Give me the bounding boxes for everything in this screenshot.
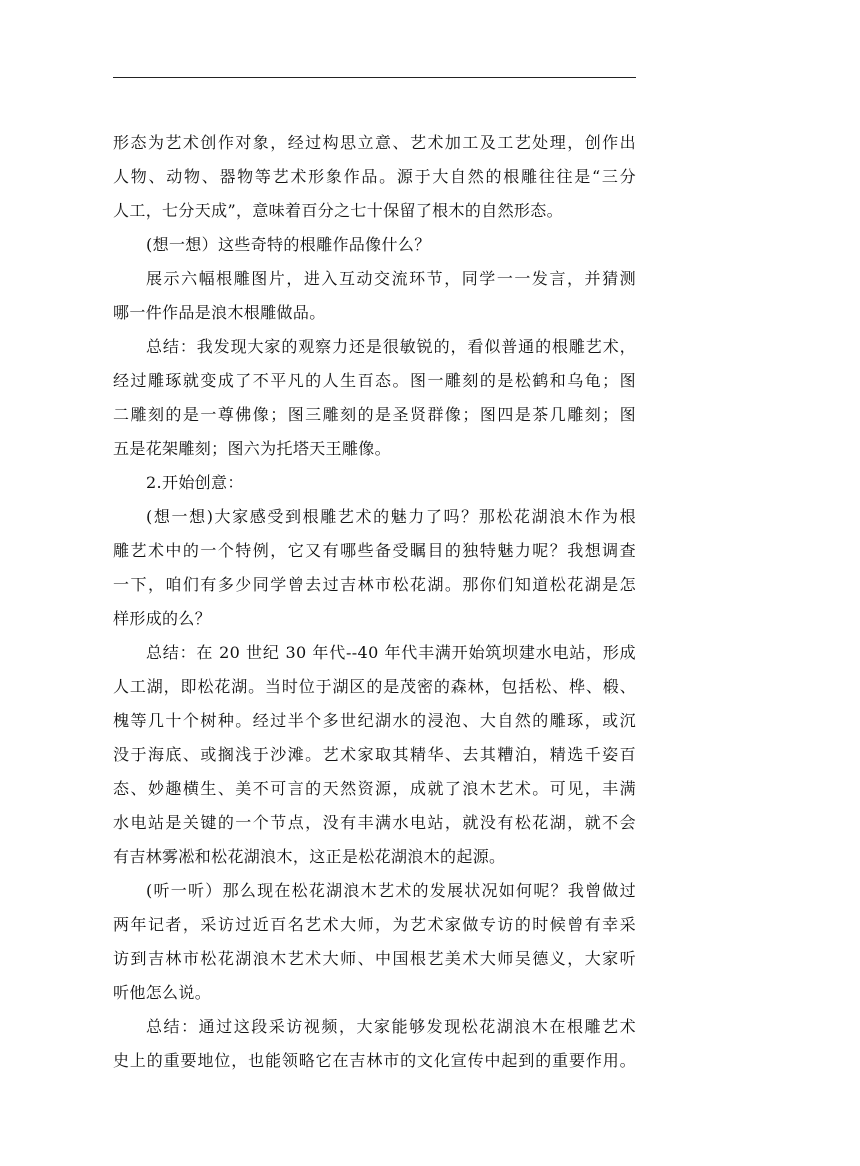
text-line: 人物、动物、器物等艺术形象作品。源于大自然的根雕往往是“三分 bbox=[113, 167, 636, 186]
text-line: 展示六幅根雕图片，进入互动交流环节，同学一一发言，并猜测 bbox=[146, 269, 636, 288]
text-line: (想一想）这些奇特的根雕作品像什么？ bbox=[146, 235, 431, 254]
text-line: 一下，咱们有多少同学曾去过吉林市松花湖。那你们知道松花湖是怎 bbox=[113, 575, 636, 594]
text-line: 样形成的么？ bbox=[113, 609, 212, 628]
text-line: 经过雕琢就变成了不平凡的人生百态。图一雕刻的是松鹤和乌龟；图 bbox=[113, 371, 636, 390]
text-line: 人工湖，即松花湖。当时位于湖区的是茂密的森林，包括松、桦、椴、 bbox=[113, 677, 636, 696]
text-line: 听他怎么说。 bbox=[113, 983, 212, 1002]
text-line: 史上的重要地位，也能领略它在吉林市的文化宣传中起到的重要作用。 bbox=[113, 1051, 636, 1070]
text-line: 形态为艺术创作对象，经过构思立意、艺术加工及工艺处理，创作出 bbox=[113, 133, 636, 152]
text-line: 有吉林雾凇和松花湖浪木，这正是松花湖浪木的起源。 bbox=[113, 847, 506, 866]
text-line: 五是花架雕刻；图六为托塔天王雕像。 bbox=[113, 439, 391, 458]
text-line: (想一想)大家感受到根雕艺术的魅力了吗？那松花湖浪木作为根 bbox=[146, 507, 636, 526]
text-line: 没于海底、或搁浅于沙滩。艺术家取其精华、去其糟泊，精选千姿百 bbox=[113, 745, 636, 764]
text-line: 二雕刻的是一尊佛像；图三雕刻的是圣贤群像；图四是茶几雕刻；图 bbox=[113, 405, 636, 424]
text-line: 两年记者，采访过近百名艺术大师，为艺术家做专访的时候曾有幸采 bbox=[113, 915, 636, 934]
text-line: 雕艺术中的一个特例，它又有哪些备受瞩目的独特魅力呢？我想调查 bbox=[113, 541, 636, 560]
text-line: 人工，七分天成”，意味着百分之七十保留了根木的自然形态。 bbox=[113, 201, 563, 220]
text-line: 访到吉林市松花湖浪木艺术大师、中国根艺美术大师吴德义，大家听 bbox=[113, 949, 636, 968]
document-body bbox=[113, 126, 636, 1078]
text-line: 态、妙趣横生、美不可言的天然资源，成就了浪木艺术。可见，丰满 bbox=[113, 779, 636, 798]
text-line: (听一听）那么现在松花湖浪木艺术的发展状况如何呢？我曾做过 bbox=[146, 881, 636, 900]
section-heading: 2.开始创意： bbox=[146, 473, 244, 492]
text-line: 总结：通过这段采访视频，大家能够发现松花湖浪木在根雕艺术 bbox=[146, 1017, 636, 1036]
text-line: 总结：在 20 世纪 30 年代--40 年代丰满开始筑坝建水电站，形成 bbox=[146, 643, 636, 662]
text-line: 槐等几十个树种。经过半个多世纪湖水的浸泡、大自然的雕琢，或沉 bbox=[113, 711, 636, 730]
text-line: 水电站是关键的一个节点，没有丰满水电站，就没有松花湖，就不会 bbox=[113, 813, 636, 832]
text-line: 总结：我发现大家的观察力还是很敏锐的，看似普通的根雕艺术， bbox=[146, 337, 636, 356]
text-line: 哪一件作品是浪木根雕做品。 bbox=[113, 303, 326, 322]
header-rule bbox=[113, 77, 636, 78]
